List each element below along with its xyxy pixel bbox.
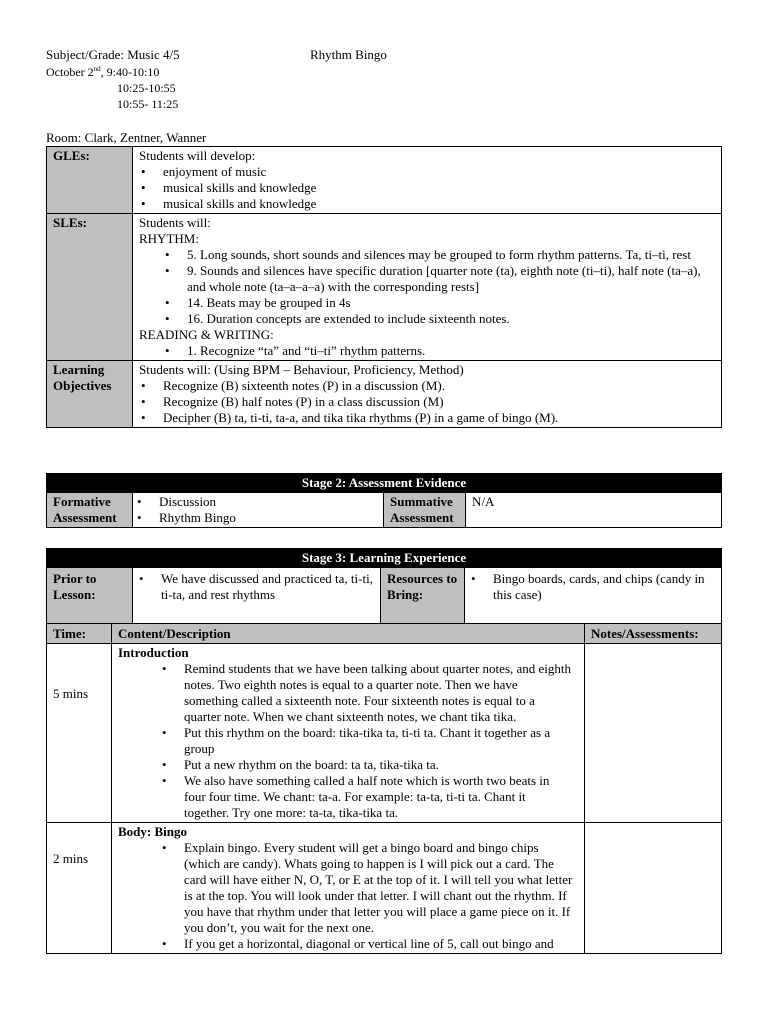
list-item: • We also have something called a half note which is worth two beats in four four time. We chant: ta-a. For example: ta-ta, ti-ti ta. Chant it together. Try one more: ta-ta, tika-tika ta. [118,773,574,821]
notes-cell [585,823,722,954]
table-row [47,644,722,823]
objectives-intro: Students will: (Using BPM – Behaviour, Proficiency, Method) [139,362,464,377]
reading-heading: READING & WRITING: [139,327,274,342]
reading-list [139,343,715,359]
gles-list [139,164,715,212]
stage1-table [46,146,722,428]
time-cell: 2 mins [47,823,112,954]
stage3-title: Stage 3: Learning Experience [47,549,722,568]
rhythm-list [139,247,705,327]
time-cell: 5 mins [47,644,112,823]
list-item: • Discussion [135,494,377,510]
formative-list [135,494,377,526]
list-item: • 16. Duration concepts are extended to include sixteenth notes. [139,311,705,327]
prior-list [113,571,374,603]
col-time-header: Time: [47,624,112,644]
col-content-header: Content/Description [112,624,585,644]
list-item: • enjoyment of music [139,164,715,180]
stage2-table [46,473,722,528]
list-item: • Explain bingo. Every student will get a bingo board and bingo chips (which are candy). Whats going to happen is I will pick out a card. The card will have either N, O, T, or E at the top of it. I will tell you what letter is at the top. You will look under that letter. I will chant out the rhythm. If you have that rhythm under that letter you will place a game piece on it. If you don’t, you wait for the next one. [118,840,574,936]
resources-cell [465,568,722,624]
table-row [47,823,722,954]
sles-row [47,214,722,361]
list-item: • Put a new rhythm on the board: ta ta, tika-tika ta. [118,757,574,773]
list-item: • 14. Beats may be grouped in 4s [139,295,705,311]
content-cell [112,823,585,954]
stage2-title: Stage 2: Assessment Evidence [47,474,722,493]
lesson-title: Rhythm Bingo [310,47,387,62]
list-item: • 5. Long sounds, short sounds and silences may be grouped to form rhythm patterns. Ta, ti–ti, rest [139,247,705,263]
section-heading: Body: Bingo [118,824,187,839]
resources-list [445,571,715,603]
list-item: • musical skills and knowledge [139,180,715,196]
rhythm-heading: RHYTHM: [139,231,199,246]
lesson-time-2: 10:25-10:55 [117,81,176,95]
notes-cell [585,644,722,823]
gles-row [47,147,722,214]
list-item: • Decipher (B) ta, ti-ti, ta-a, and tika tika rhythms (P) in a game of bingo (M). [139,410,715,426]
room-info: Room: Clark, Zentner, Wanner [46,130,207,145]
list-item: • 9. Sounds and silences have specific duration [quarter note (ta), eighth note (ti–ti), half note (ta–a), and whole note (ta–a–a–a) with the corresponding rests] [139,263,705,295]
objectives-cell [133,361,722,428]
gles-label: GLEs: [47,147,133,214]
section-heading: Introduction [118,645,189,660]
formative-cell [133,493,384,528]
subject-grade: Subject/Grade: Music 4/5 [46,47,180,62]
resources-label: Resources to Bring: [381,568,465,624]
prior-label: Prior to Lesson: [47,568,133,624]
list-item: • musical skills and knowledge [139,196,715,212]
summative-label: Summative Assessment [384,493,466,528]
col-notes-header: Notes/Assessments: [585,624,722,644]
list-item: • Bingo boards, cards, and chips (candy in this case) [445,571,715,603]
list-item: • Recognize (B) sixteenth notes (P) in a discussion (M). [139,378,715,394]
prior-cell [133,568,381,624]
objectives-list [139,378,715,426]
summative-value: N/A [466,493,722,528]
content-cell [112,644,585,823]
gles-cell [133,147,722,214]
list-item: • If you get a horizontal, diagonal or vertical line of 5, call out bingo and [118,936,574,952]
lesson-time-3: 10:55- 11:25 [117,97,179,111]
lesson-date: October 2nd, 9:40-10:10 [46,65,160,79]
stage3-table [46,548,722,954]
formative-label: Formative Assessment [47,493,133,528]
bingo-list [118,840,574,952]
list-item: • 1. Recognize “ta” and “ti–ti” rhythm patterns. [139,343,715,359]
list-item: • Remind students that we have been talking about quarter notes, and eighth notes. Two eighth notes is equal to a quarter note. Then we have something called a sixteenth note. Four sixteenth notes is equal to a quarter note. When we chant sixteenth notes, we chant tika tika. [118,661,574,725]
sles-cell [133,214,722,361]
gles-intro: Students will develop: [139,148,256,163]
list-item: • We have discussed and practiced ta, ti-ti, ti-ta, and rest rhythms [113,571,374,603]
objectives-label: Learning Objectives [47,361,133,428]
sles-intro: Students will: [139,215,211,230]
objectives-row [47,361,722,428]
list-item: • Put this rhythm on the board: tika-tika ta, ti-ti ta. Chant it together as a group [118,725,574,757]
intro-list [118,661,574,821]
list-item: • Recognize (B) half notes (P) in a class discussion (M) [139,394,715,410]
sles-label: SLEs: [47,214,133,361]
list-item: • Rhythm Bingo [135,510,377,526]
